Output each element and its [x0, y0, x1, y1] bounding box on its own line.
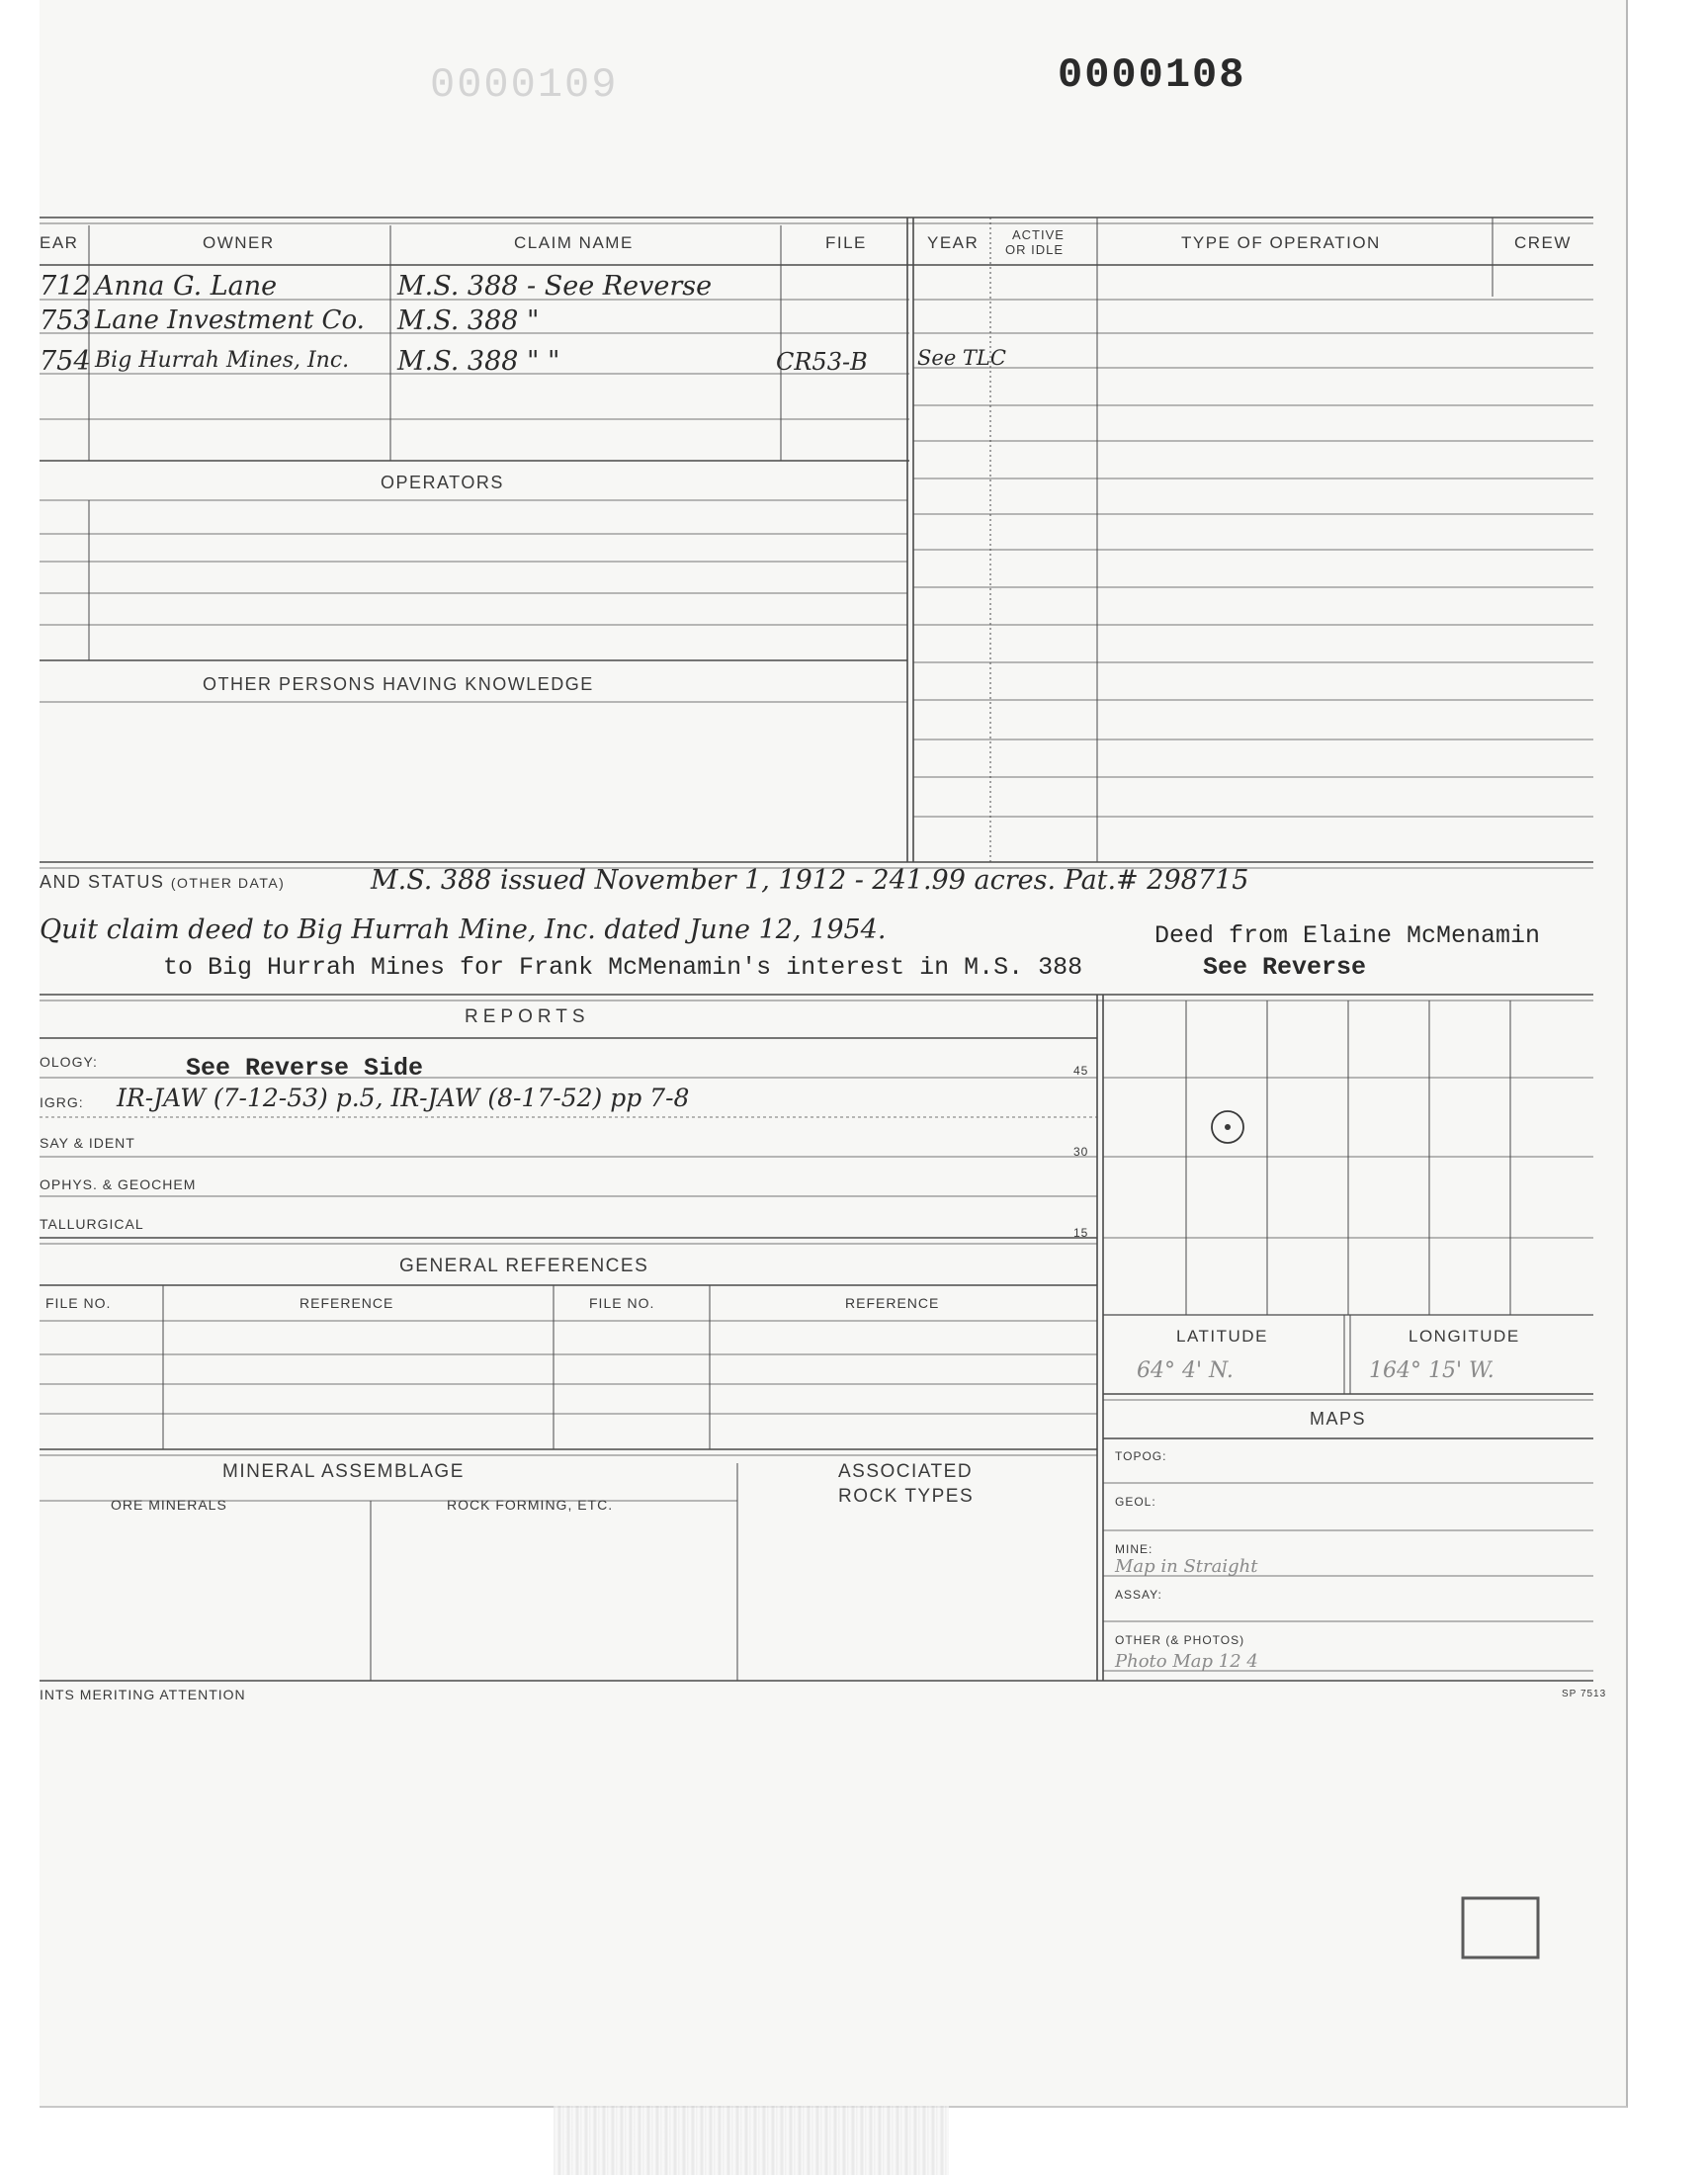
owner-row-1-year: 712 — [40, 271, 91, 302]
owner-row-2-claim: M.S. 388 " — [397, 305, 540, 336]
reports-row-geology-label: OLOGY: — [40, 1054, 98, 1070]
activity-header-type: TYPE OF OPERATION — [1181, 233, 1381, 252]
maps-row-assay: ASSAY: — [1115, 1588, 1162, 1602]
maps-row-geol: GEOL: — [1115, 1495, 1156, 1509]
reports-row-geophys-label: OPHYS. & GEOCHEM — [40, 1176, 197, 1192]
gen-ref-header-reference-2: REFERENCE — [845, 1295, 940, 1311]
owner-row-2-owner: Lane Investment Co. — [95, 305, 365, 335]
associated-label-2: ROCK TYPES — [838, 1486, 975, 1507]
maps-row-mine-value: Map in Straight — [1115, 1556, 1258, 1577]
activity-header-idle: OR IDLE — [1005, 242, 1065, 257]
reports-row-metallurgical-label: TALLURGICAL — [40, 1216, 144, 1232]
reports-scale-15: 15 — [1073, 1226, 1089, 1240]
owners-header-owner: OWNER — [203, 233, 275, 252]
record-card — [40, 0, 1628, 2108]
maps-row-topog: TOPOG: — [1115, 1449, 1167, 1463]
maps-title: MAPS — [1310, 1409, 1367, 1429]
owners-header-year: EAR — [40, 233, 79, 252]
activity-note: See TLC — [917, 346, 1006, 370]
rock-forming-label: ROCK FORMING, ETC. — [447, 1497, 614, 1513]
reports-row-geology-value: See Reverse Side — [186, 1054, 424, 1083]
doc-number-faint: 0000109 — [430, 61, 619, 109]
owner-row-1-claim: M.S. 388 - See Reverse — [397, 271, 713, 302]
latitude-label: LATITUDE — [1176, 1327, 1268, 1346]
reports-scale-45: 45 — [1073, 1064, 1089, 1078]
latitude-value: 64° 4' N. — [1137, 1358, 1234, 1383]
reports-row-assay-label: SAY & IDENT — [40, 1135, 135, 1151]
land-status-line-2-hand: Quit claim deed to Big Hurrah Mine, Inc. dated June 12, 1954. — [40, 914, 887, 945]
owner-row-3-year: 754 — [40, 346, 91, 377]
form-code: SP 7513 — [1562, 1689, 1607, 1699]
owners-header-file: FILE — [825, 233, 867, 252]
longitude-value: 164° 15' W. — [1369, 1358, 1494, 1383]
owner-row-3-file: CR53-B — [776, 348, 868, 376]
owner-row-3-owner: Big Hurrah Mines, Inc. — [95, 348, 350, 373]
owners-header-claim: CLAIM NAME — [514, 233, 634, 252]
other-persons-label: OTHER PERSONS HAVING KNOWLEDGE — [203, 674, 594, 694]
longitude-label: LONGITUDE — [1409, 1327, 1520, 1346]
scan-streak — [554, 2106, 949, 2175]
blank-box — [1463, 1898, 1538, 1958]
points-meriting-attention-label: INTS MERITING ATTENTION — [40, 1687, 246, 1702]
reports-row-mining-value: IR-JAW (7-12-53) p.5, IR-JAW (8-17-52) pp 7-8 — [117, 1084, 690, 1112]
land-status-see-reverse: See Reverse — [1203, 953, 1367, 982]
activity-header-active: ACTIVE — [1012, 227, 1065, 242]
land-status-label-small: (OTHER DATA) — [170, 875, 286, 891]
mineral-assemblage-title: MINERAL ASSEMBLAGE — [222, 1461, 465, 1482]
maps-row-other: OTHER (& PHOTOS) — [1115, 1633, 1245, 1647]
activity-header-year: YEAR — [927, 233, 980, 252]
gen-ref-header-file-2: FILE NO. — [589, 1295, 655, 1311]
reports-scale-30: 30 — [1073, 1145, 1089, 1159]
land-status-label-main: AND STATUS — [40, 872, 165, 892]
operators-label: OPERATORS — [381, 473, 504, 492]
reports-title: REPORTS — [465, 1006, 590, 1027]
activity-header-crew: CREW — [1514, 233, 1572, 252]
associated-label-1: ASSOCIATED — [838, 1461, 974, 1482]
land-status-line-2-typed: Deed from Elaine McMenamin — [1154, 921, 1541, 950]
gen-ref-header-file-1: FILE NO. — [45, 1295, 112, 1311]
owner-row-3-claim: M.S. 388 " " — [397, 346, 560, 377]
owner-row-2-year: 753 — [40, 305, 91, 336]
reports-row-mining-label: IGRG: — [40, 1094, 84, 1110]
general-references-title: GENERAL REFERENCES — [399, 1256, 649, 1276]
owner-row-1-owner: Anna G. Lane — [95, 271, 278, 302]
maps-row-other-value: Photo Map 12 4 — [1115, 1651, 1258, 1672]
doc-number: 0000108 — [1058, 51, 1246, 99]
land-status-line-1: M.S. 388 issued November 1, 1912 - 241.99 acres. Pat.# 298715 — [371, 865, 1249, 896]
maps-row-mine: MINE: — [1115, 1542, 1153, 1556]
gen-ref-header-reference-1: REFERENCE — [299, 1295, 394, 1311]
land-status-line-3-typed: to Big Hurrah Mines for Frank McMenamin's interest in M.S. 388 — [163, 953, 1083, 982]
ore-minerals-label: ORE MINERALS — [111, 1497, 227, 1513]
land-status-label — [40, 872, 285, 893]
